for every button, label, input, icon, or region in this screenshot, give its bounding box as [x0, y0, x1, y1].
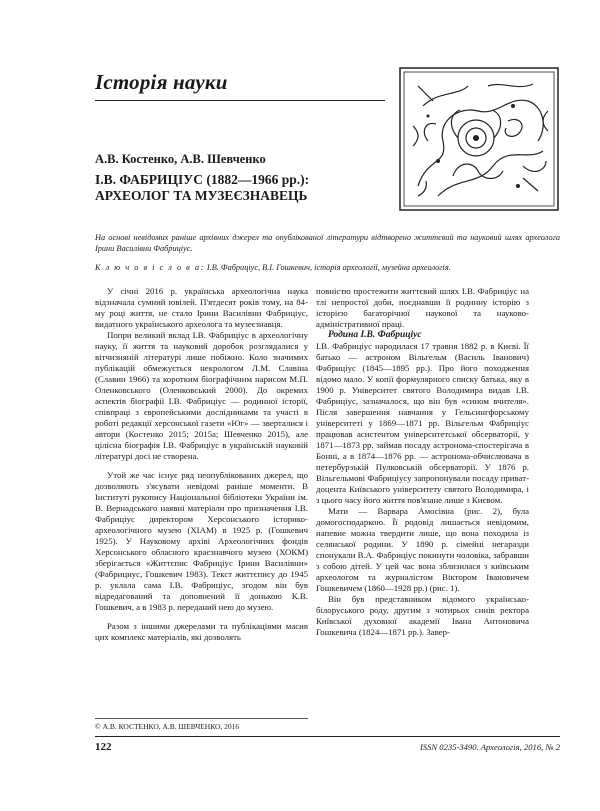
footnote-divider	[95, 718, 308, 719]
paragraph: Разом з іншими джерелами та публікаціями масив цих комплекс матеріалів, які дозволять	[95, 621, 308, 642]
section-title: Історія науки	[95, 70, 228, 94]
page-number: 122	[95, 741, 112, 753]
abstract: На основі невідомих раніше архівних джерел та опублікованої літератури відтворено життєвий та науковий шлях археолога Ірини Василівни Фабриціус.	[95, 233, 560, 253]
journal-info: ISSN 0235-3490. Археологія, 2016, № 2	[419, 742, 560, 752]
paragraph: У січні 2016 р. українська археологічна наука відзначала сумний ювілей. П'ятдесят років тому, на 84-му році життя, не стало Ірини Василівни Фабриціус, видатного українського археолога та музеєзнавця.	[95, 286, 308, 329]
paragraph: Попри великий вклад І.В. Фабриціус в археологічну науку, її життя та науковий доробок розглядалися у вітчизняній літературі лише побіжно. Коло значимих публікацій обмежується некрологом Л.М. Славіна (Славин 1966) та коротким біографічним нарисом М.П. Оленковського (Оленковський 2000). До окремих аспектів біографії І.В. Фабриціус — родинної історії, співпраці з європейськими дослідниками та участі в роботі редакції херсонської газети «Юг» — зверталися і автори (Костенко 2015; 2015а; Шевченко 2015), але цілісна біографія І.В. Фабриціус в українській науковій літературі досі не створена.	[95, 330, 308, 461]
paragraph: Він був представником відомого українсько-білоруського роду, другим з чотирьох синів ректора Київської духовної академії Івана Антоновича Гошкевича (1824—1871 рр.). Завер-	[316, 594, 529, 637]
keywords-label: К л ю ч о в і с л о в а:	[95, 263, 205, 272]
paragraph: Мати — Варвара Амосівна (рис. 2), була домогосподаркою. Її родовід лишається невідомим, напевне можна твердити лише, що вона походила із селянської родини. У 1890 р. сімейні негаразди спонукали В.А. Фабриціус покинути чоловіка, забравши з собою дітей. У цей час вона зблизилася з київським археологом та журналістом Віктором Івановичем Гошкевичем (1860—1928 рр.) (рис. 1).	[316, 506, 529, 593]
paragraph: І.В. Фабриціус народилася 17 травня 1882 р. в Києві. Її батько — астроном Вільгельм (Василь Іванович) Фабриціус (1845—1895 рр.). Про його походження відомо мало. У копії формулярного списку батька, яку в 1900 р. Університет святого Володимира видав І.В. Фабриціус, зазначалося, що він був «сином вчителя». Після завершення навчання у Гельсингфорському університеті у 1869—1871 рр. Вільгельм Фабриціус працював асистентом університетської обсерваторії, у 1871—1873 рр. займав посаду астронома-спостерігача в Бонні, а в 1874—1876 рр. — астронома-обчислювача в петербурзькій Пулковській обсерваторії. У 1876 р. Вільгельмові Фабриціусу запропонували посаду приват-доцента Київського університету святого Володимира, і з цього часу його життя пов'язане лише з Києвом.	[316, 341, 529, 505]
keywords	[95, 262, 560, 273]
authors: А.В. Костенко, А.В. Шевченко	[95, 152, 266, 166]
footer-divider	[95, 736, 560, 737]
paragraph: Утой же час існує ряд неопублікованих джерел, що дозволяють з'ясувати невідомі раніше моменти. В Інституті рукопису Національної бібліотеки України ім. В. Вернадського наявні матеріали про призначення І.В. Фабриціус директором Херсонського історико-археологічного музею (ХІАМ) в 1925 р. (Гошкевич 1925). У Науковому архіві Археологічних фондів Херсонського обласного краєзнавчого музею (ХОКМ) зберігається «Життєпис Фабриціус Ірини Василівни» (Фабрициус, Гошкевич 1983). Текст життєпису до 1945 р. уклала сама І.В. Фабриціус, згодом він був відредагований та доповнений її донькою К.В. Гошкевич, а в 1983 р. переданий нею до музею.	[95, 470, 308, 612]
header-divider	[95, 100, 385, 101]
ornament-icon	[398, 66, 560, 212]
keywords-text: І.В. Фабриціус, В.І. Гошкевич, історія археології, музейна археологія.	[204, 263, 451, 272]
article-title-line2: АРХЕОЛОГ ТА МУЗЕЄЗНАВЕЦЬ	[95, 188, 308, 203]
subheading: Родина І.В. Фабриціус	[328, 330, 422, 340]
right-column	[316, 286, 529, 638]
article-title	[95, 172, 385, 204]
copyright: © А.В. КОСТЕНКО, А.В. ШЕВЧЕНКО, 2016	[95, 722, 240, 731]
paragraph: повністю простежити життєвий шлях І.В. Фабриціус на тлі непростої доби, поєднавши її родинну історію з історією багаторічної наукової та науково-адміністративної праці.	[316, 286, 529, 329]
article-title-line1: І.В. ФАБРИЦІУС (1882—1966 рр.):	[95, 172, 310, 187]
left-column	[95, 286, 308, 643]
